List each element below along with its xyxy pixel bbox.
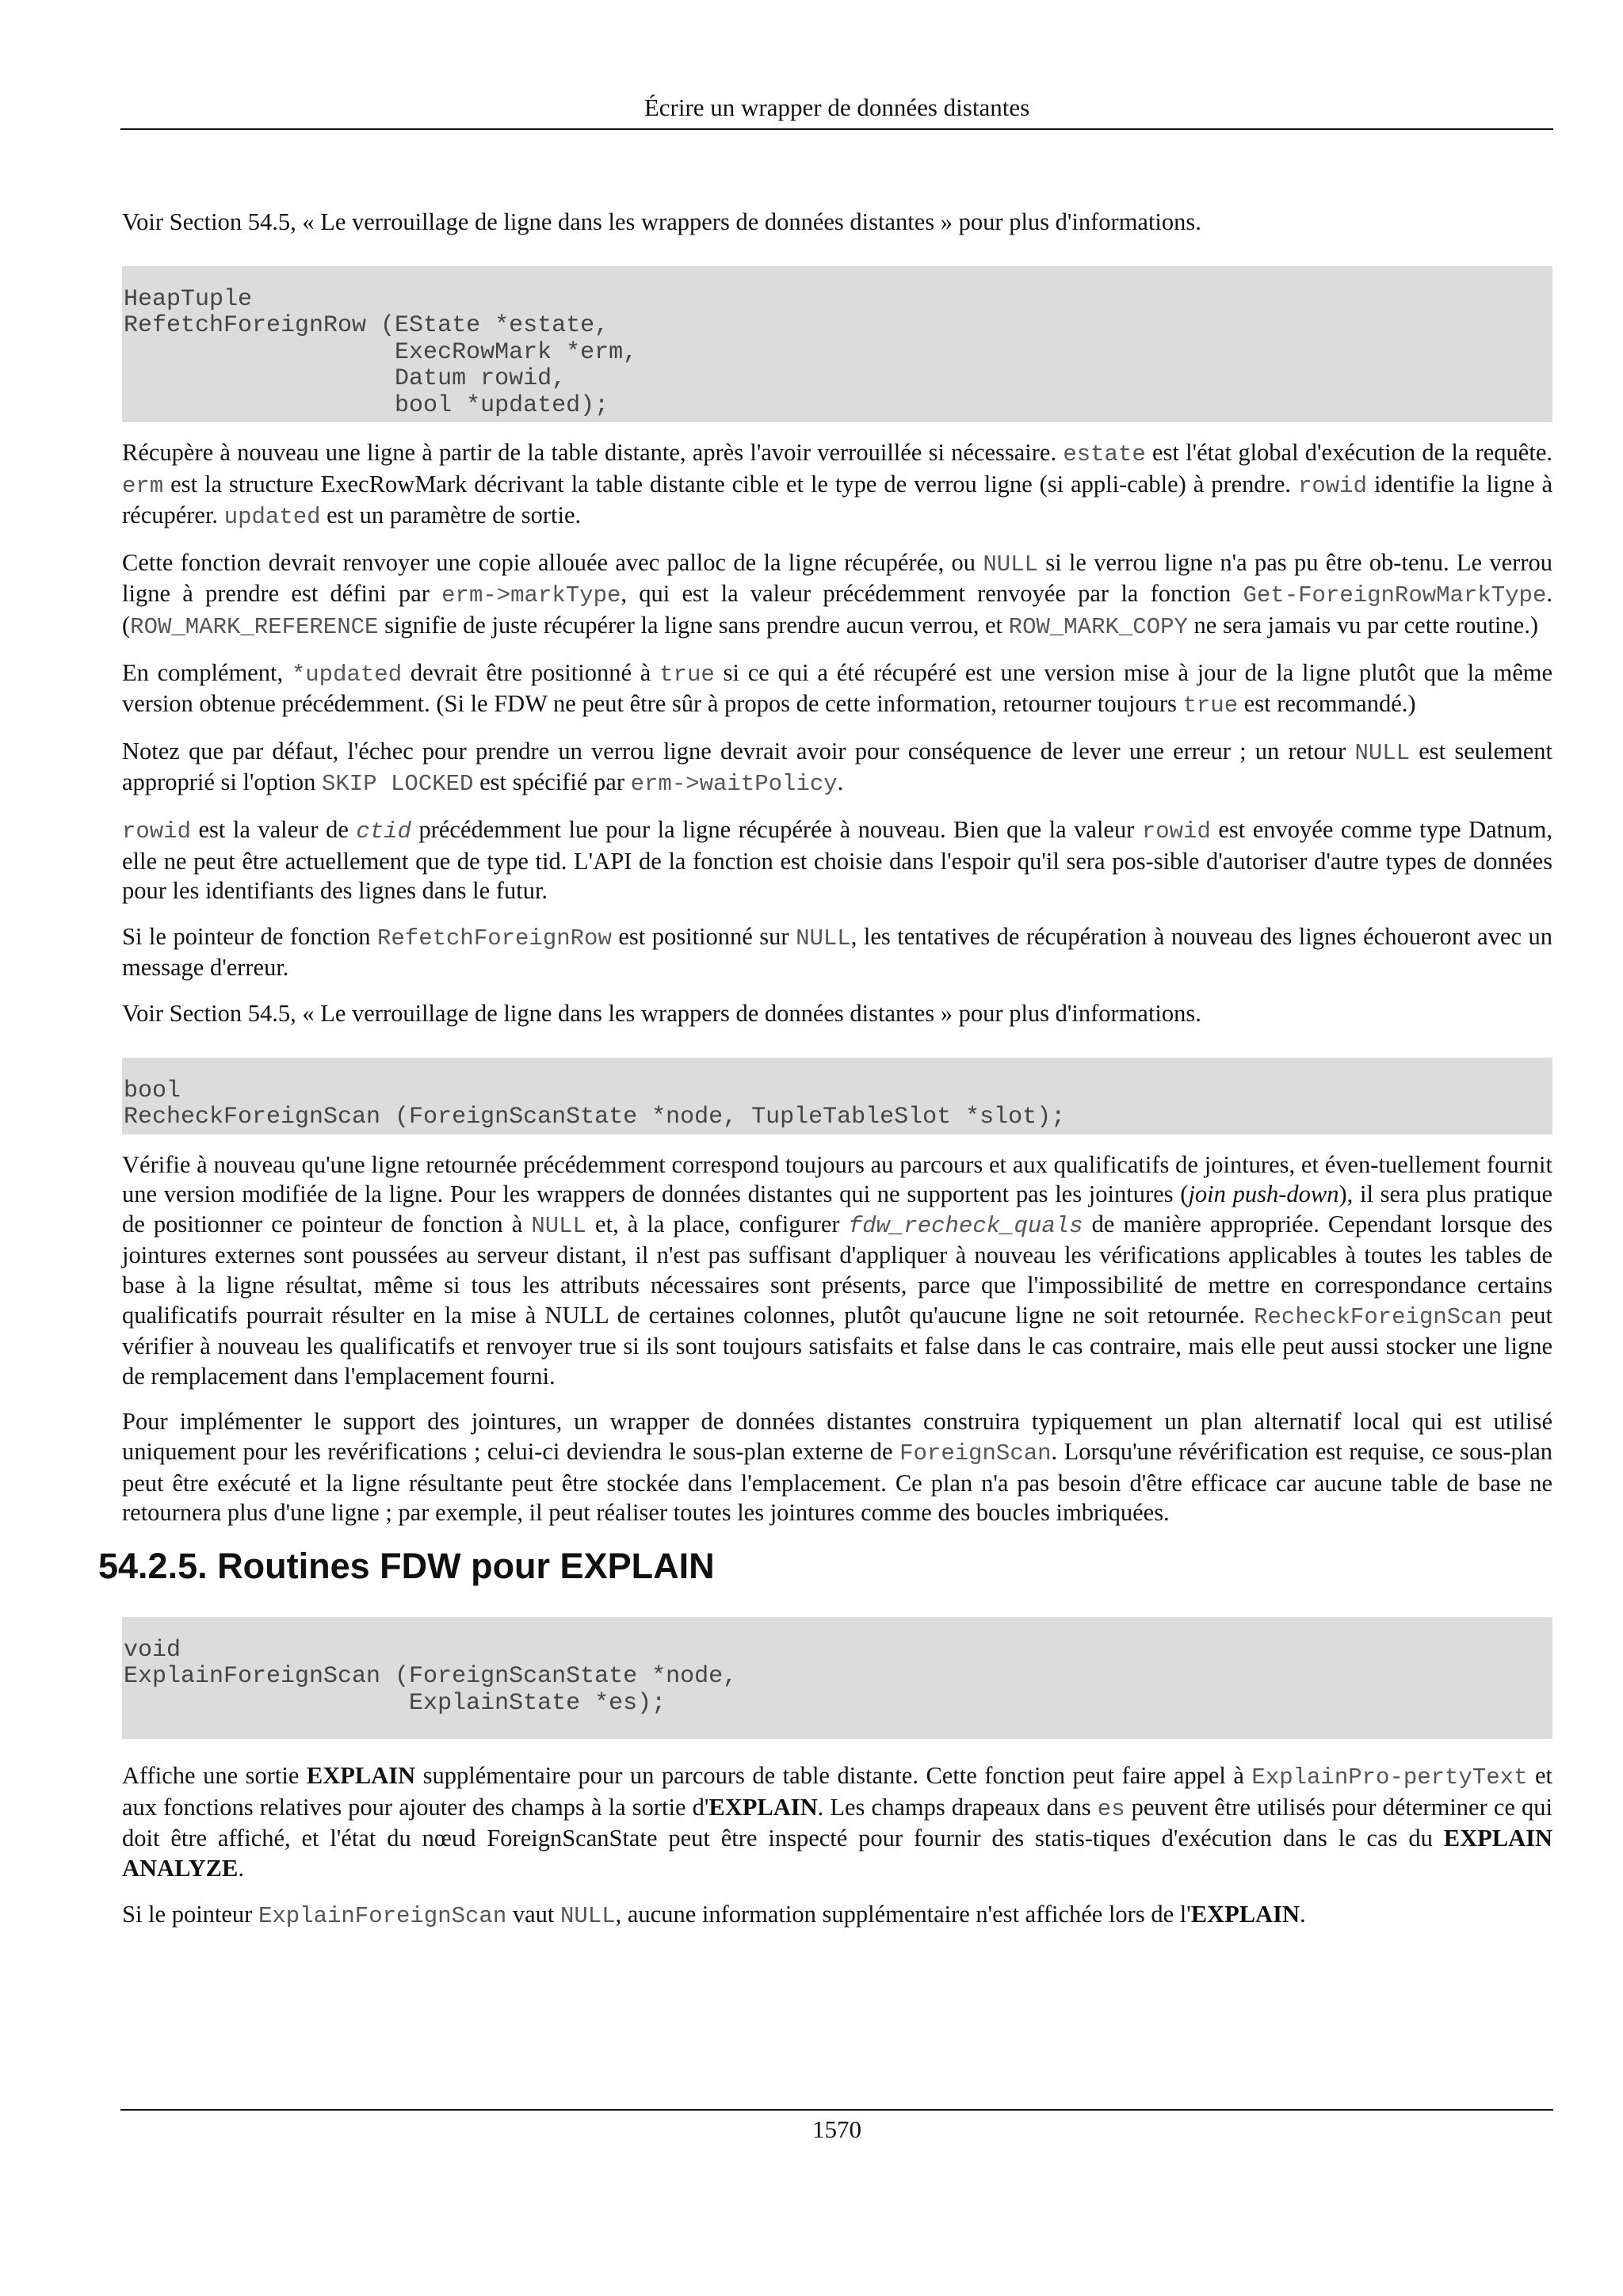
paragraph-refetch-null: Si le pointeur de fonction RefetchForeignRow est positionné sur NULL, les tentatives de récupération à nouveau des lignes échoueront avec un message d'erreur.: [122, 922, 1552, 982]
paragraph-refetch-error: Notez que par défaut, l'échec pour prendre un verrou ligne devrait avoir pour conséquence de lever une erreur ; un retour NULL est seulement approprié si l'option SKIP LOCKED est spécifié par erm->waitPolicy.: [122, 737, 1552, 798]
paragraph-recheck-description: Vérifie à nouveau qu'une ligne retournée précédemment correspond toujours au parcours et aux qualificatifs de jointures, et éven‑tuellement fournit une version modifiée de la ligne. Pour les wrappers de données distantes qui ne supportent pas les jointures (join push-down), il sera plus pratique de positionner ce pointeur de fonction à NULL et, à la place, configurer fdw_recheck_quals de manière appropriée. Cependant lorsque des jointures externes sont poussées au serveur distant, il n'est pas suffisant d'appliquer à nouveau les vérifications applicables à toutes les tables de base à la ligne résultat, même si tous les attributs nécessaires sont présents, parce que l'impossibilité de mettre en correspondance certains qualificatifs pourrait résulter en la mise à NULL de certaines colonnes, plutôt qu'aucune ligne ne soit retournée. RecheckForeignScan peut vérifier à nouveau les qualificatifs et renvoyer true si ils sont toujours satisfaits et false dans le cas contraire, mais elle peut aussi stocker une ligne de remplacement dans l'emplacement fourni.: [122, 1150, 1553, 1390]
footer-rule: [120, 2109, 1553, 2111]
paragraph-explain-null: Si le pointeur ExplainForeignScan vaut NULL, aucune information supplémentaire n'est affichée lors de l'EXPLAIN.: [122, 1900, 1306, 1929]
paragraph-recheck-joins: Pour implémenter le support des jointures, un wrapper de données distantes construira typiquement un plan alternatif local qui est utilisé uniquement pour les revérifications ; celui-ci deviendra le sous-plan externe de ForeignScan. Lorsqu'une révérification est requise, ce sous-plan peut être exécuté et la ligne résultante peut être stockée dans l'emplacement. Ce plan n'a pas besoin d'être efficace car aucune table de base ne retournera plus d'une ligne ; par exemple, il peut réaliser toutes les jointures comme des boucles imbriquées.: [122, 1408, 1552, 1527]
see-also-paragraph: Voir Section 54.5, « Le verrouillage de ligne dans les wrappers de données distantes » pour plus d'informations.: [122, 1000, 1201, 1027]
code-recheck-foreign-scan: bool RecheckForeignScan (ForeignScanState *node, TupleTableSlot *slot);: [122, 1058, 1552, 1135]
see-also-paragraph: Voir Section 54.5, « Le verrouillage de ligne dans les wrappers de données distantes » pour plus d'informations.: [122, 208, 1201, 235]
page-content: [98, 208, 1553, 1947]
paragraph-refetch-updated: En complément, *updated devrait être positionné à true si ce qui a été récupéré est une version mise à jour de la ligne plutôt que la même version obtenue précédemment. (Si le FDW ne peut être sûr à propos de cette information, retourner toujours true est recommandé.): [122, 658, 1552, 719]
section-heading: 54.2.5. Routines FDW pour EXPLAIN: [98, 1545, 715, 1586]
paragraph-explain-description: Affiche une sortie EXPLAIN supplémentaire pour un parcours de table distante. Cette fonction peut faire appel à ExplainPro‑pertyText et aux fonctions relatives pour ajouter des champs à la sortie d'EXPLAIN. Les champs drapeaux dans es peuvent être utilisés pour déterminer ce qui doit être affiché, et l'état du nœud ForeignScanState peut être inspecté pour fournir des statis‑tiques d'exécution dans le cas du EXPLAIN ANALYZE.: [122, 1762, 1552, 1882]
paragraph-refetch-description: Récupère à nouveau une ligne à partir de la table distante, après l'avoir verrouillée si nécessaire. estate est l'état global d'exécution de la requête. erm est la structure ExecRowMark décrivant la table distante cible et le type de verrou ligne (si appli‑cable) à prendre. rowid identifie la ligne à récupérer. updated est un paramètre de sortie.: [122, 439, 1552, 531]
page-number: 1570: [812, 2115, 861, 2143]
code-explain-foreign-scan: void ExplainForeignScan (ForeignScanState *node, ExplainState *es);: [122, 1617, 1552, 1740]
code-refetch-foreign-row: HeapTuple RefetchForeignRow (EState *estate, ExecRowMark *erm, Datum rowid, bool *updated);: [122, 266, 1552, 423]
running-header: Écrire un wrapper de données distantes: [643, 93, 1030, 121]
paragraph-refetch-return: Cette fonction devrait renvoyer une copie allouée avec palloc de la ligne récupérée, ou NULL si le verrou ligne n'a pas pu être ob‑tenu. Le verrou ligne à prendre est défini par erm->markType, qui est la valeur précédemment renvoyée par la fonction Get‑ForeignRowMarkType. (ROW_MARK_REFERENCE signifie de juste récupérer la ligne sans prendre aucun verrou, et ROW_MARK_COPY ne sera jamais vu par cette routine.): [122, 548, 1552, 641]
paragraph-refetch-rowid: rowid est la valeur de ctid précédemment lue pour la ligne récupérée à nouveau. Bien que la valeur rowid est envoyée comme type Datnum, elle ne peut être actuellement que de type tid. L'API de la fonction est choisie dans l'espoir qu'il sera pos‑sible d'autoriser d'autre types de données pour les identifiants des lignes dans le futur.: [122, 816, 1552, 905]
header-rule: [120, 128, 1553, 130]
